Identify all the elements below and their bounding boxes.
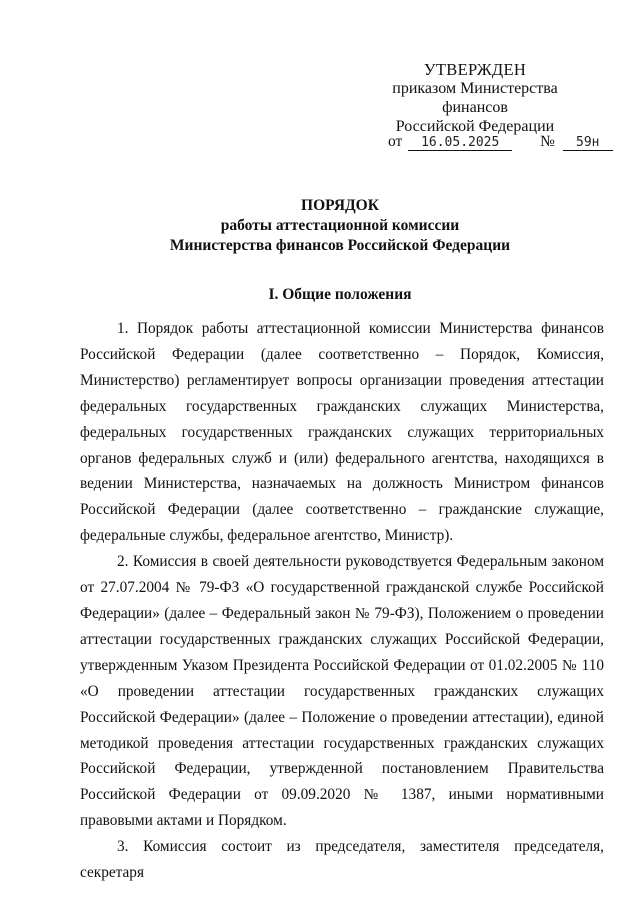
paragraph-1: 1. Порядок работы аттестационной комиссии Министерства финансов Российской Федерации (далее соответственно – Порядок, Комиссия, Министерство) регламентирует вопросы организации проведения аттестации федеральных государственных гражданских служащих Министерства, федеральных государственных гражданских служащих территориальных органов федеральных служб и (или) федерального агентства, находящихся в ведении Министерства, назначаемых на должность Министром финансов Российской Федерации (далее соответственно – гражданские служащие, федеральные службы, федеральное агентство, Министр). (80, 320, 604, 545)
from-label: от (388, 133, 403, 150)
order-reference (388, 133, 613, 151)
paragraph-3: 3. Комиссия состоит из председателя, заместителя председателя, секретаря (80, 838, 604, 882)
document-title (80, 196, 600, 256)
approval-line-2: Российской Федерации (395, 118, 555, 135)
order-number: 59н (563, 135, 613, 151)
section-heading: I. Общие положения (268, 286, 412, 303)
approval-line-1: приказом Министерства финансов (392, 80, 558, 116)
number-sign: № (540, 133, 555, 150)
order-date: 16.05.2025 (408, 135, 512, 151)
title-line-2: Министерства финансов Российской Федерации (169, 237, 511, 254)
approved-label: УТВЕРЖДЕН (423, 60, 527, 79)
approval-stamp (360, 60, 590, 136)
title-heading: ПОРЯДОК (301, 197, 379, 214)
title-line-1: работы аттестационной комиссии (220, 217, 460, 234)
paragraph-2: 2. Комиссия в своей деятельности руководствуется Федеральным законом от 27.07.2004 № 79-ФЗ «О государственной гражданской службе Российской Федерации» (далее – Федеральный закон № 79-ФЗ), Положением о проведении аттестации государственных гражданских служащих Российской Федерации, утвержденным Указом Президента Российской Федерации от 01.02.2005 № 110 «О проведении аттестации государственных гражданских служащих Российской Федерации» (далее – Положение о проведении аттестации), единой методикой проведения аттестации государственных гражданских служащих Российской Федерации, утвержденной постановлением Правительства Российской Федерации от 09.09.2020 № 1387, иными нормативными правовыми актами и Порядком. (80, 553, 604, 830)
body-text (80, 316, 604, 882)
